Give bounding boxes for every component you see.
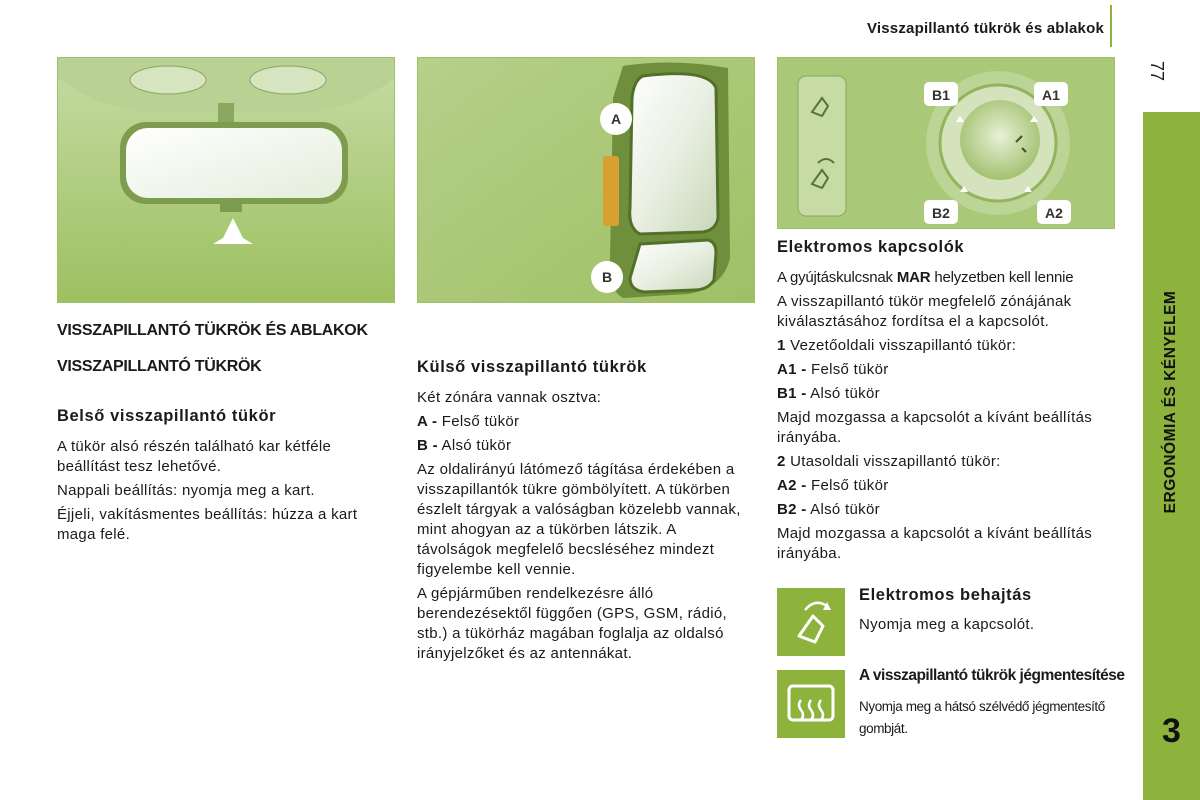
paragraph: Nappali beállítás: nyomja meg a kart.	[57, 482, 315, 499]
mirror-fold-icon	[777, 588, 845, 656]
subsection-title: VISSZAPILLANTÓ TÜKRÖK	[57, 358, 262, 375]
exterior-mirror-heading: Külső visszapillantó tükrök	[417, 358, 647, 376]
label-a: A	[610, 111, 622, 127]
interior-mirror-image	[57, 57, 395, 303]
page-number: 77	[1147, 60, 1167, 82]
defrost-icon	[777, 670, 845, 738]
defrost-heading: A visszapillantó tükrök jégmentesítése	[859, 667, 1125, 684]
list-item: B1 - Alsó tükör	[777, 385, 880, 402]
header-rule	[1110, 5, 1112, 47]
folding-heading: Elektromos behajtás	[859, 586, 1032, 604]
list-item: B - Alsó tükör	[417, 437, 512, 454]
paragraph: Majd mozgassa a kapcsolót a kívánt beállítás irányába.	[777, 409, 1093, 446]
section-title: VISSZAPILLANTÓ TÜKRÖK ÉS ABLAKOK	[57, 322, 368, 339]
list-item: A1 - Felső tükör	[777, 361, 889, 378]
folding-text: Nyomja meg a kapcsolót.	[859, 616, 1035, 633]
list-item: 2 Utasoldali visszapillantó tükör:	[777, 453, 1001, 470]
exterior-mirror-image	[417, 57, 755, 303]
label-b2: B2	[932, 205, 950, 221]
label-b1: B1	[932, 87, 950, 103]
chapter-side-tab	[1143, 112, 1200, 800]
paragraph: Éjjeli, vakításmentes beállítás: húzza a kart maga felé.	[57, 506, 358, 543]
label-a2: A2	[1045, 205, 1063, 221]
interior-mirror-heading: Belső visszapillantó tükör	[57, 407, 277, 425]
exterior-mirror-text	[417, 388, 753, 668]
paragraph: Majd mozgassa a kapcsolót a kívánt beállítás irányába.	[777, 525, 1093, 562]
paragraph: A visszapillantó tükör megfelelő zónájának kiválasztásához fordítsa el a kapcsolót.	[777, 293, 1072, 330]
electric-switches-text	[777, 268, 1113, 568]
label-a1: A1	[1042, 87, 1060, 103]
ignition-note: A gyújtáskulcsnak MAR helyzetben kell lennie	[777, 269, 1074, 286]
list-item: A2 - Felső tükör	[777, 477, 889, 494]
interior-mirror-text	[57, 437, 387, 549]
paragraph: Két zónára vannak osztva:	[417, 389, 602, 406]
running-header: Visszapillantó tükrök és ablakok	[866, 20, 1104, 37]
mirror-switch-image	[777, 57, 1115, 229]
list-item: A - Felső tükör	[417, 413, 520, 430]
paragraph: A gépjárműben rendelkezésre álló berendezésektől függően (GPS, GSM, rádió, stb.) a tükörház magában foglalja az oldalsó irányjelzőket és az antennákat.	[417, 585, 727, 662]
paragraph: Az oldalirányú látómező tágítása érdekében a visszapillantók tükre gömbölyített. A tükörben észlelt tárgyak a valóságban közelebb vannak, mint ahogyan az a tükörben látszik. A távolságok megfelelő becsléséhez mindezt figyelembe kell vennie.	[417, 461, 741, 578]
chapter-title: ERGONÓMIA ÉS KÉNYELEM	[1162, 290, 1179, 514]
electric-switches-heading: Elektromos kapcsolók	[777, 238, 965, 256]
list-item: B2 - Alsó tükör	[777, 501, 880, 518]
paragraph: A tükör alsó részén található kar kétféle beállítást tesz lehetővé.	[57, 438, 332, 475]
label-b: B	[601, 269, 613, 285]
chapter-number: 3	[1162, 712, 1181, 750]
list-item: 1 Vezetőoldali visszapillantó tükör:	[777, 337, 1017, 354]
defrost-text: Nyomja meg a hátsó szélvédő jégmentesítő gombját.	[859, 699, 1105, 736]
